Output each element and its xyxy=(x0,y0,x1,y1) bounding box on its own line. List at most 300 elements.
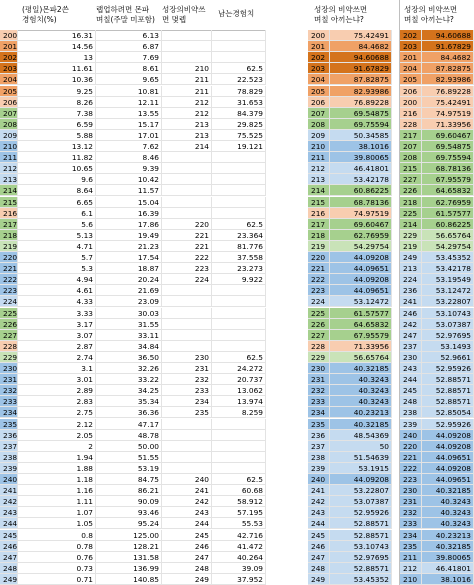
cell-days-saved-sorted[interactable]: 52.85054 xyxy=(422,407,474,418)
cell-days-saved-sorted[interactable]: 44.09208 xyxy=(422,463,474,474)
cell-level-2[interactable]: 244 xyxy=(308,518,330,529)
cell-days-to-level[interactable]: 93.46 xyxy=(96,507,162,518)
cell-level-after-potion[interactable]: 231 xyxy=(162,363,212,374)
cell-level-after-potion[interactable]: 222 xyxy=(162,252,212,263)
cell-level[interactable]: 248 xyxy=(0,563,18,574)
cell-level-2[interactable]: 248 xyxy=(308,563,330,574)
cell-level[interactable]: 203 xyxy=(0,63,18,74)
cell-level[interactable]: 249 xyxy=(0,574,18,585)
cell-remaining-exp[interactable]: 20.737 xyxy=(212,374,266,385)
cell-level-3[interactable]: 245 xyxy=(400,385,422,396)
cell-remaining-exp[interactable] xyxy=(212,163,266,174)
cell-level[interactable]: 209 xyxy=(0,130,18,141)
cell-level-3[interactable]: 210 xyxy=(400,574,422,585)
cell-level-3[interactable]: 205 xyxy=(400,74,422,85)
cell-level[interactable]: 210 xyxy=(0,141,18,152)
cell-level-3[interactable]: 230 xyxy=(400,352,422,363)
cell-level[interactable]: 241 xyxy=(0,485,18,496)
cell-level-after-potion[interactable] xyxy=(162,208,212,219)
cell-days-saved[interactable]: 61.57577 xyxy=(330,308,392,319)
cell-level[interactable]: 205 xyxy=(0,86,18,97)
cell-exp-percent[interactable]: 2.75 xyxy=(18,407,96,418)
cell-level-after-potion[interactable]: 212 xyxy=(162,108,212,119)
cell-level-2[interactable]: 224 xyxy=(308,296,330,307)
cell-days-saved[interactable]: 53.42178 xyxy=(330,174,392,185)
cell-level-after-potion[interactable] xyxy=(162,174,212,185)
cell-level-2[interactable]: 210 xyxy=(308,141,330,152)
cell-level-2[interactable]: 220 xyxy=(308,252,330,263)
cell-level-2[interactable]: 200 xyxy=(308,30,330,41)
cell-level-3[interactable]: 233 xyxy=(400,518,422,529)
cell-level-3[interactable]: 242 xyxy=(400,319,422,330)
cell-level-3[interactable]: 238 xyxy=(400,407,422,418)
cell-days-saved[interactable]: 69.75594 xyxy=(330,119,392,130)
cell-level-2[interactable]: 218 xyxy=(308,230,330,241)
cell-exp-percent[interactable]: 10.65 xyxy=(18,163,96,174)
cell-level-2[interactable]: 225 xyxy=(308,308,330,319)
cell-days-saved-sorted[interactable]: 52.95926 xyxy=(422,419,474,430)
cell-days-saved[interactable]: 44.09208 xyxy=(330,274,392,285)
cell-days-to-level[interactable]: 11.57 xyxy=(96,185,162,196)
cell-days-to-level[interactable]: 21.69 xyxy=(96,285,162,296)
cell-level[interactable]: 224 xyxy=(0,296,18,307)
cell-level-after-potion[interactable]: 233 xyxy=(162,385,212,396)
cell-level[interactable]: 238 xyxy=(0,452,18,463)
cell-level-3[interactable]: 213 xyxy=(400,263,422,274)
cell-level[interactable]: 239 xyxy=(0,463,18,474)
cell-level-after-potion[interactable]: 245 xyxy=(162,530,212,541)
cell-remaining-exp[interactable] xyxy=(212,152,266,163)
cell-level-2[interactable]: 240 xyxy=(308,474,330,485)
cell-exp-percent[interactable]: 3.01 xyxy=(18,374,96,385)
cell-days-saved-sorted[interactable]: 94.60688 xyxy=(422,30,474,41)
cell-level-after-potion[interactable]: 249 xyxy=(162,574,212,585)
cell-level-after-potion[interactable]: 234 xyxy=(162,396,212,407)
cell-days-saved[interactable]: 64.65832 xyxy=(330,319,392,330)
cell-remaining-exp[interactable] xyxy=(212,197,266,208)
cell-days-to-level[interactable]: 9.65 xyxy=(96,74,162,85)
cell-days-saved[interactable]: 76.89228 xyxy=(330,97,392,108)
cell-days-to-level[interactable]: 12.11 xyxy=(96,97,162,108)
cell-remaining-exp[interactable]: 13.974 xyxy=(212,396,266,407)
cell-days-to-level[interactable]: 51.55 xyxy=(96,452,162,463)
cell-level-2[interactable]: 221 xyxy=(308,263,330,274)
cell-days-saved[interactable]: 60.86225 xyxy=(330,185,392,196)
cell-days-saved-sorted[interactable]: 61.57577 xyxy=(422,208,474,219)
cell-level[interactable]: 214 xyxy=(0,185,18,196)
cell-days-saved-sorted[interactable]: 53.42178 xyxy=(422,263,474,274)
cell-remaining-exp[interactable] xyxy=(212,174,266,185)
cell-days-saved[interactable]: 52.88571 xyxy=(330,518,392,529)
cell-level[interactable]: 244 xyxy=(0,518,18,529)
cell-exp-percent[interactable]: 9.25 xyxy=(18,86,96,97)
cell-days-to-level[interactable]: 13.55 xyxy=(96,108,162,119)
cell-remaining-exp[interactable]: 84.379 xyxy=(212,108,266,119)
cell-level-2[interactable]: 249 xyxy=(308,574,330,585)
cell-days-saved[interactable]: 53.10743 xyxy=(330,541,392,552)
cell-level-3[interactable]: 223 xyxy=(400,474,422,485)
cell-days-saved[interactable]: 52.95926 xyxy=(330,507,392,518)
cell-remaining-exp[interactable] xyxy=(212,308,266,319)
cell-level-after-potion[interactable] xyxy=(162,152,212,163)
cell-days-saved-sorted[interactable]: 44.09208 xyxy=(422,430,474,441)
cell-level-after-potion[interactable]: 213 xyxy=(162,130,212,141)
cell-days-saved[interactable]: 75.42491 xyxy=(330,30,392,41)
cell-days-saved-sorted[interactable]: 52.88571 xyxy=(422,385,474,396)
cell-exp-percent[interactable]: 1.05 xyxy=(18,518,96,529)
cell-level[interactable]: 217 xyxy=(0,219,18,230)
cell-level[interactable]: 206 xyxy=(0,97,18,108)
cell-level[interactable]: 219 xyxy=(0,241,18,252)
cell-days-to-level[interactable]: 31.55 xyxy=(96,319,162,330)
cell-level-after-potion[interactable] xyxy=(162,319,212,330)
cell-days-saved-sorted[interactable]: 76.89228 xyxy=(422,86,474,97)
cell-remaining-exp[interactable] xyxy=(212,185,266,196)
cell-days-to-level[interactable]: 34.25 xyxy=(96,385,162,396)
cell-level-2[interactable]: 229 xyxy=(308,352,330,363)
cell-remaining-exp[interactable] xyxy=(212,441,266,452)
cell-days-saved-sorted[interactable]: 44.09651 xyxy=(422,452,474,463)
cell-days-to-level[interactable]: 36.50 xyxy=(96,352,162,363)
cell-remaining-exp[interactable]: 62.5 xyxy=(212,352,266,363)
cell-level[interactable]: 213 xyxy=(0,174,18,185)
cell-level-2[interactable]: 239 xyxy=(308,463,330,474)
cell-days-to-level[interactable]: 47.17 xyxy=(96,419,162,430)
cell-level-after-potion[interactable]: 248 xyxy=(162,563,212,574)
cell-days-to-level[interactable]: 18.87 xyxy=(96,263,162,274)
cell-level-3[interactable]: 200 xyxy=(400,97,422,108)
cell-remaining-exp[interactable]: 9.922 xyxy=(212,274,266,285)
cell-days-saved[interactable]: 91.67829 xyxy=(330,63,392,74)
cell-level[interactable]: 202 xyxy=(0,52,18,63)
cell-days-saved[interactable]: 71.33956 xyxy=(330,341,392,352)
cell-level[interactable]: 230 xyxy=(0,363,18,374)
cell-days-saved-sorted[interactable]: 40.32185 xyxy=(422,485,474,496)
cell-exp-percent[interactable]: 8.26 xyxy=(18,97,96,108)
cell-days-to-level[interactable]: 32.26 xyxy=(96,363,162,374)
cell-days-saved[interactable]: 62.76959 xyxy=(330,230,392,241)
cell-level-after-potion[interactable]: 213 xyxy=(162,119,212,130)
cell-level-2[interactable]: 245 xyxy=(308,530,330,541)
cell-days-saved-sorted[interactable]: 68.78136 xyxy=(422,163,474,174)
cell-exp-percent[interactable]: 2.89 xyxy=(18,385,96,396)
cell-level-2[interactable]: 203 xyxy=(308,63,330,74)
cell-days-to-level[interactable]: 17.86 xyxy=(96,219,162,230)
cell-level-3[interactable]: 217 xyxy=(400,130,422,141)
cell-days-saved[interactable]: 40.3243 xyxy=(330,374,392,385)
cell-level-after-potion[interactable]: 224 xyxy=(162,274,212,285)
cell-days-saved[interactable]: 82.93986 xyxy=(330,86,392,97)
cell-level[interactable]: 223 xyxy=(0,285,18,296)
cell-days-to-level[interactable]: 8.46 xyxy=(96,152,162,163)
cell-level-after-potion[interactable] xyxy=(162,197,212,208)
cell-days-to-level[interactable]: 23.09 xyxy=(96,296,162,307)
cell-days-saved-sorted[interactable]: 52.95926 xyxy=(422,363,474,374)
cell-level-3[interactable]: 240 xyxy=(400,430,422,441)
cell-remaining-exp[interactable]: 41.472 xyxy=(212,541,266,552)
cell-exp-percent[interactable]: 5.3 xyxy=(18,263,96,274)
cell-level-3[interactable]: 222 xyxy=(400,463,422,474)
cell-days-saved-sorted[interactable]: 52.88571 xyxy=(422,396,474,407)
cell-days-saved-sorted[interactable]: 44.09651 xyxy=(422,474,474,485)
cell-level-after-potion[interactable]: 232 xyxy=(162,374,212,385)
cell-days-to-level[interactable]: 48.78 xyxy=(96,430,162,441)
cell-exp-percent[interactable]: 1.07 xyxy=(18,507,96,518)
cell-exp-percent[interactable]: 9.6 xyxy=(18,174,96,185)
cell-remaining-exp[interactable] xyxy=(212,52,266,63)
cell-exp-percent[interactable]: 1.11 xyxy=(18,496,96,507)
cell-remaining-exp[interactable] xyxy=(212,341,266,352)
cell-days-saved-sorted[interactable]: 53.19549 xyxy=(422,274,474,285)
cell-level-3[interactable]: 218 xyxy=(400,197,422,208)
cell-days-to-level[interactable]: 20.24 xyxy=(96,274,162,285)
cell-remaining-exp[interactable]: 75.525 xyxy=(212,130,266,141)
cell-exp-percent[interactable]: 5.88 xyxy=(18,130,96,141)
cell-remaining-exp[interactable]: 24.272 xyxy=(212,363,266,374)
cell-days-to-level[interactable]: 90.09 xyxy=(96,496,162,507)
cell-days-saved[interactable]: 38.1016 xyxy=(330,141,392,152)
cell-exp-percent[interactable]: 2.83 xyxy=(18,396,96,407)
cell-days-saved[interactable]: 40.3243 xyxy=(330,396,392,407)
cell-exp-percent[interactable]: 2.12 xyxy=(18,419,96,430)
cell-level[interactable]: 222 xyxy=(0,274,18,285)
cell-level-2[interactable]: 215 xyxy=(308,197,330,208)
cell-level[interactable]: 237 xyxy=(0,441,18,452)
cell-exp-percent[interactable]: 2.05 xyxy=(18,430,96,441)
cell-exp-percent[interactable]: 2 xyxy=(18,441,96,452)
cell-level-3[interactable]: 221 xyxy=(400,452,422,463)
cell-remaining-exp[interactable]: 31.653 xyxy=(212,97,266,108)
cell-remaining-exp[interactable] xyxy=(212,30,266,41)
cell-level-after-potion[interactable]: 247 xyxy=(162,552,212,563)
cell-days-saved[interactable]: 52.88571 xyxy=(330,530,392,541)
cell-exp-percent[interactable]: 4.33 xyxy=(18,296,96,307)
cell-exp-percent[interactable]: 5.6 xyxy=(18,219,96,230)
cell-remaining-exp[interactable] xyxy=(212,419,266,430)
cell-level-2[interactable]: 243 xyxy=(308,507,330,518)
cell-days-to-level[interactable]: 15.17 xyxy=(96,119,162,130)
cell-level-after-potion[interactable]: 223 xyxy=(162,263,212,274)
cell-level-3[interactable]: 244 xyxy=(400,374,422,385)
cell-level-after-potion[interactable]: 211 xyxy=(162,74,212,85)
cell-level-3[interactable]: 241 xyxy=(400,296,422,307)
cell-days-to-level[interactable]: 33.22 xyxy=(96,374,162,385)
cell-days-saved[interactable]: 44.09651 xyxy=(330,263,392,274)
cell-level-2[interactable]: 233 xyxy=(308,396,330,407)
cell-level-2[interactable]: 247 xyxy=(308,552,330,563)
cell-days-saved-sorted[interactable]: 38.1016 xyxy=(422,574,474,585)
cell-days-to-level[interactable]: 140.85 xyxy=(96,574,162,585)
cell-level-after-potion[interactable] xyxy=(162,163,212,174)
cell-exp-percent[interactable]: 1.18 xyxy=(18,474,96,485)
cell-days-to-level[interactable]: 84.75 xyxy=(96,474,162,485)
cell-days-saved-sorted[interactable]: 52.9661 xyxy=(422,352,474,363)
cell-days-saved[interactable]: 52.88571 xyxy=(330,563,392,574)
cell-days-to-level[interactable]: 15.04 xyxy=(96,197,162,208)
cell-level-2[interactable]: 242 xyxy=(308,496,330,507)
cell-days-saved-sorted[interactable]: 52.88571 xyxy=(422,374,474,385)
cell-level-2[interactable]: 246 xyxy=(308,541,330,552)
cell-level-after-potion[interactable]: 221 xyxy=(162,241,212,252)
cell-days-saved[interactable]: 44.09208 xyxy=(330,474,392,485)
cell-exp-percent[interactable]: 0.8 xyxy=(18,530,96,541)
cell-days-to-level[interactable]: 36.36 xyxy=(96,407,162,418)
cell-days-saved-sorted[interactable]: 56.65764 xyxy=(422,230,474,241)
cell-level-3[interactable]: 246 xyxy=(400,308,422,319)
cell-level-after-potion[interactable]: 235 xyxy=(162,407,212,418)
cell-level-3[interactable]: 228 xyxy=(400,119,422,130)
cell-remaining-exp[interactable] xyxy=(212,296,266,307)
cell-level-3[interactable]: 207 xyxy=(400,141,422,152)
cell-level[interactable]: 232 xyxy=(0,385,18,396)
cell-level-3[interactable]: 220 xyxy=(400,441,422,452)
cell-days-to-level[interactable]: 35.34 xyxy=(96,396,162,407)
cell-level-after-potion[interactable] xyxy=(162,341,212,352)
cell-level-2[interactable]: 206 xyxy=(308,97,330,108)
cell-exp-percent[interactable]: 4.61 xyxy=(18,285,96,296)
cell-remaining-exp[interactable] xyxy=(212,430,266,441)
cell-level-2[interactable]: 214 xyxy=(308,185,330,196)
cell-level-2[interactable]: 227 xyxy=(308,330,330,341)
cell-level[interactable]: 220 xyxy=(0,252,18,263)
cell-remaining-exp[interactable] xyxy=(212,452,266,463)
cell-level-2[interactable]: 202 xyxy=(308,52,330,63)
cell-level-2[interactable]: 235 xyxy=(308,419,330,430)
cell-level-after-potion[interactable] xyxy=(162,296,212,307)
cell-days-to-level[interactable]: 30.03 xyxy=(96,308,162,319)
cell-days-to-level[interactable]: 10.81 xyxy=(96,86,162,97)
cell-days-saved-sorted[interactable]: 53.22807 xyxy=(422,296,474,307)
cell-exp-percent[interactable]: 11.61 xyxy=(18,63,96,74)
cell-level[interactable]: 211 xyxy=(0,152,18,163)
cell-remaining-exp[interactable]: 58.912 xyxy=(212,496,266,507)
cell-remaining-exp[interactable]: 55.53 xyxy=(212,518,266,529)
cell-level-3[interactable]: 201 xyxy=(400,52,422,63)
cell-level-2[interactable]: 212 xyxy=(308,163,330,174)
cell-days-saved-sorted[interactable]: 54.29754 xyxy=(422,241,474,252)
cell-days-saved-sorted[interactable]: 39.80065 xyxy=(422,552,474,563)
cell-level-2[interactable]: 205 xyxy=(308,86,330,97)
cell-exp-percent[interactable]: 6.65 xyxy=(18,197,96,208)
cell-level-after-potion[interactable]: 212 xyxy=(162,97,212,108)
cell-days-saved-sorted[interactable]: 82.93986 xyxy=(422,74,474,85)
cell-remaining-exp[interactable] xyxy=(212,463,266,474)
cell-days-saved[interactable]: 52.97695 xyxy=(330,552,392,563)
cell-exp-percent[interactable]: 11.82 xyxy=(18,152,96,163)
cell-level-3[interactable]: 202 xyxy=(400,30,422,41)
cell-remaining-exp[interactable]: 60.68 xyxy=(212,485,266,496)
cell-level[interactable]: 246 xyxy=(0,541,18,552)
cell-days-saved[interactable]: 50.34585 xyxy=(330,130,392,141)
cell-exp-percent[interactable]: 13 xyxy=(18,52,96,63)
cell-days-saved-sorted[interactable]: 87.82875 xyxy=(422,63,474,74)
cell-level-3[interactable]: 219 xyxy=(400,241,422,252)
cell-level[interactable]: 215 xyxy=(0,197,18,208)
cell-days-saved[interactable]: 84.4682 xyxy=(330,41,392,52)
cell-days-saved[interactable]: 40.32185 xyxy=(330,419,392,430)
cell-days-saved-sorted[interactable]: 53.10743 xyxy=(422,308,474,319)
cell-level[interactable]: 235 xyxy=(0,419,18,430)
cell-exp-percent[interactable]: 5.13 xyxy=(18,230,96,241)
cell-level-3[interactable]: 225 xyxy=(400,208,422,219)
cell-level-after-potion[interactable] xyxy=(162,430,212,441)
cell-days-saved[interactable]: 87.82875 xyxy=(330,74,392,85)
cell-days-saved-sorted[interactable]: 53.1493 xyxy=(422,341,474,352)
cell-days-saved-sorted[interactable]: 67.95579 xyxy=(422,174,474,185)
cell-days-saved[interactable]: 50 xyxy=(330,441,392,452)
cell-days-to-level[interactable]: 8.61 xyxy=(96,63,162,74)
cell-level-after-potion[interactable] xyxy=(162,452,212,463)
cell-remaining-exp[interactable]: 29.825 xyxy=(212,119,266,130)
cell-level[interactable]: 236 xyxy=(0,430,18,441)
cell-level-3[interactable]: 214 xyxy=(400,219,422,230)
cell-days-to-level[interactable]: 34.84 xyxy=(96,341,162,352)
cell-remaining-exp[interactable]: 62.5 xyxy=(212,219,266,230)
cell-days-to-level[interactable]: 16.39 xyxy=(96,208,162,219)
cell-level-2[interactable]: 237 xyxy=(308,441,330,452)
cell-level-after-potion[interactable] xyxy=(162,441,212,452)
cell-days-saved-sorted[interactable]: 71.33956 xyxy=(422,119,474,130)
cell-days-to-level[interactable]: 21.23 xyxy=(96,241,162,252)
cell-level-3[interactable]: 247 xyxy=(400,330,422,341)
cell-exp-percent[interactable]: 7.38 xyxy=(18,108,96,119)
cell-level-3[interactable]: 237 xyxy=(400,341,422,352)
cell-days-saved-sorted[interactable]: 52.97695 xyxy=(422,330,474,341)
cell-days-saved[interactable]: 54.29754 xyxy=(330,241,392,252)
cell-days-saved-sorted[interactable]: 53.12472 xyxy=(422,285,474,296)
cell-remaining-exp[interactable]: 23.273 xyxy=(212,263,266,274)
cell-remaining-exp[interactable]: 22.523 xyxy=(212,74,266,85)
cell-level[interactable]: 221 xyxy=(0,263,18,274)
cell-level[interactable]: 229 xyxy=(0,352,18,363)
cell-level[interactable]: 240 xyxy=(0,474,18,485)
cell-days-saved-sorted[interactable]: 40.32185 xyxy=(422,541,474,552)
cell-level[interactable]: 226 xyxy=(0,319,18,330)
cell-days-to-level[interactable]: 10.42 xyxy=(96,174,162,185)
cell-level-3[interactable]: 203 xyxy=(400,41,422,52)
cell-days-saved[interactable]: 69.54875 xyxy=(330,108,392,119)
cell-level-after-potion[interactable]: 243 xyxy=(162,507,212,518)
cell-level-after-potion[interactable] xyxy=(162,308,212,319)
cell-level[interactable]: 212 xyxy=(0,163,18,174)
cell-level-3[interactable]: 234 xyxy=(400,530,422,541)
cell-level-after-potion[interactable] xyxy=(162,52,212,63)
cell-level-after-potion[interactable]: 221 xyxy=(162,230,212,241)
cell-level-2[interactable]: 236 xyxy=(308,430,330,441)
cell-days-saved-sorted[interactable]: 40.3243 xyxy=(422,496,474,507)
cell-days-saved-sorted[interactable]: 44.09208 xyxy=(422,441,474,452)
cell-exp-percent[interactable]: 4.94 xyxy=(18,274,96,285)
cell-level-2[interactable]: 231 xyxy=(308,374,330,385)
cell-days-to-level[interactable]: 17.54 xyxy=(96,252,162,263)
cell-remaining-exp[interactable]: 23.364 xyxy=(212,230,266,241)
cell-days-saved-sorted[interactable]: 40.3243 xyxy=(422,507,474,518)
cell-level-2[interactable]: 211 xyxy=(308,152,330,163)
cell-level[interactable]: 245 xyxy=(0,530,18,541)
cell-exp-percent[interactable]: 3.07 xyxy=(18,330,96,341)
cell-exp-percent[interactable]: 2.74 xyxy=(18,352,96,363)
cell-days-to-level[interactable]: 9.39 xyxy=(96,163,162,174)
cell-level[interactable]: 243 xyxy=(0,507,18,518)
cell-exp-percent[interactable]: 13.12 xyxy=(18,141,96,152)
cell-level-2[interactable]: 234 xyxy=(308,407,330,418)
cell-level[interactable]: 218 xyxy=(0,230,18,241)
cell-exp-percent[interactable]: 3.1 xyxy=(18,363,96,374)
cell-exp-percent[interactable]: 8.64 xyxy=(18,185,96,196)
cell-days-to-level[interactable]: 131.58 xyxy=(96,552,162,563)
cell-days-saved-sorted[interactable]: 46.41801 xyxy=(422,563,474,574)
cell-level-after-potion[interactable] xyxy=(162,419,212,430)
